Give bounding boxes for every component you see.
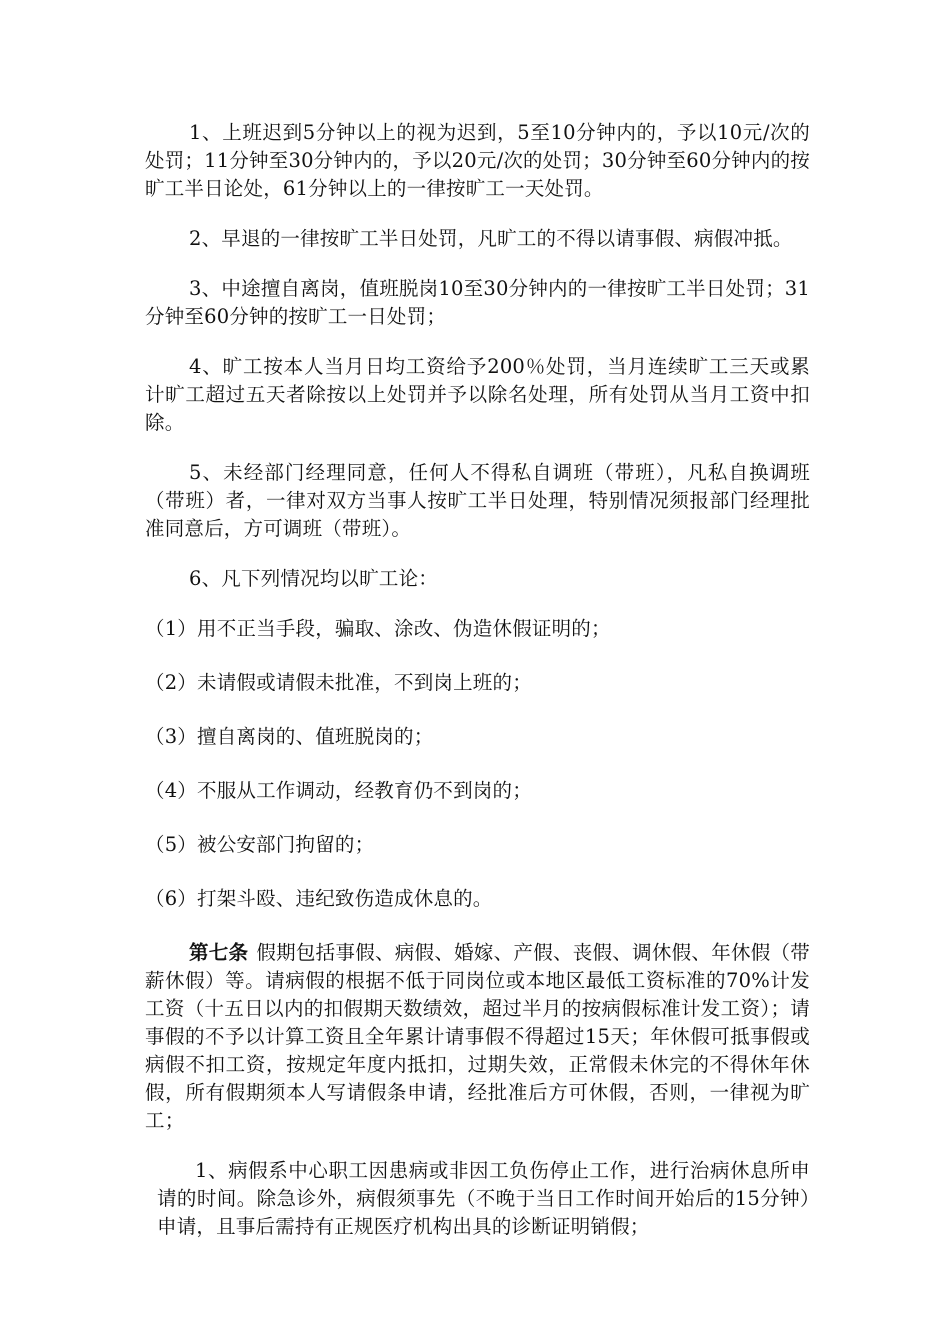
rule-paragraph-4: 4、旷工按本人当月日均工资给予200％处罚，当月连续旷工三天或累计旷工超过五天者除按以上处罚并予以除名处理，所有处罚从当月工资中扣除。 — [145, 355, 810, 434]
rule-paragraph-2: 2、早退的一律按旷工半日处罚，凡旷工的不得以请事假、病假冲抵。 — [189, 227, 793, 250]
article-7-paragraph — [145, 939, 810, 1135]
article-7-text: 假期包括事假、病假、婚嫁、产假、丧假、调休假、年休假（带薪休假）等。请病假的根据不低于同岗位或本地区最低工资标准的70%计发工资（十五日以内的扣假期天数绩效，超过半月的按病假标准计发工资）；请事假的不予以计算工资且全年累计请事假不得超过15天；年休假可抵事假或病假不扣工资，按规定年度内抵扣，过期失效，正常假未休完的不得休年休假，所有假期须本人写请假条申请，经批准后方可休假，否则，一律视为旷工； — [145, 941, 810, 1132]
list-item: （4）不服从工作调动，经教育仍不到岗的； — [145, 779, 532, 802]
list-item: （6）打架斗殴、违纪致伤造成休息的。 — [145, 887, 493, 910]
article-7-label: 第七条 — [189, 941, 249, 964]
document-page — [145, 119, 810, 1241]
rule-paragraph-3: 3、中途擅自离岗，值班脱岗10至30分钟内的一律按旷工半日处罚；31分钟至60分钟的按旷工一日处罚； — [145, 277, 810, 328]
rule-paragraph-6: 6、凡下列情况均以旷工论： — [189, 567, 439, 590]
list-item: （3）擅自离岗的、值班脱岗的； — [145, 725, 434, 748]
rule-paragraph-1: 1、上班迟到5分钟以上的视为迟到，5至10分钟内的，予以10元/次的处罚；11分钟至30分钟内的，予以20元/次的处罚；30分钟至60分钟内的按旷工半日论处，61分钟以上的一律按旷工一天处罚。 — [145, 121, 810, 200]
list-item: （1）用不正当手段，骗取、涂改、伪造休假证明的； — [145, 617, 611, 640]
list-item: （5）被公安部门拘留的； — [145, 833, 375, 856]
rule-paragraph-5: 5、未经部门经理同意，任何人不得私自调班（带班），凡私自换调班（带班）者，一律对双方当事人按旷工半日处理，特别情况须报部门经理批准同意后，方可调班（带班）。 — [145, 461, 810, 540]
sick-leave-paragraph: 1、病假系中心职工因患病或非因工负伤停止工作，进行治病休息所申请的时间。除急诊外，病假须事先（不晚于当日工作时间开始后的15分钟）申请，且事后需持有正规医疗机构出具的诊断证明销假； — [157, 1159, 810, 1238]
list-item: （2）未请假或请假未批准，不到岗上班的； — [145, 671, 532, 694]
